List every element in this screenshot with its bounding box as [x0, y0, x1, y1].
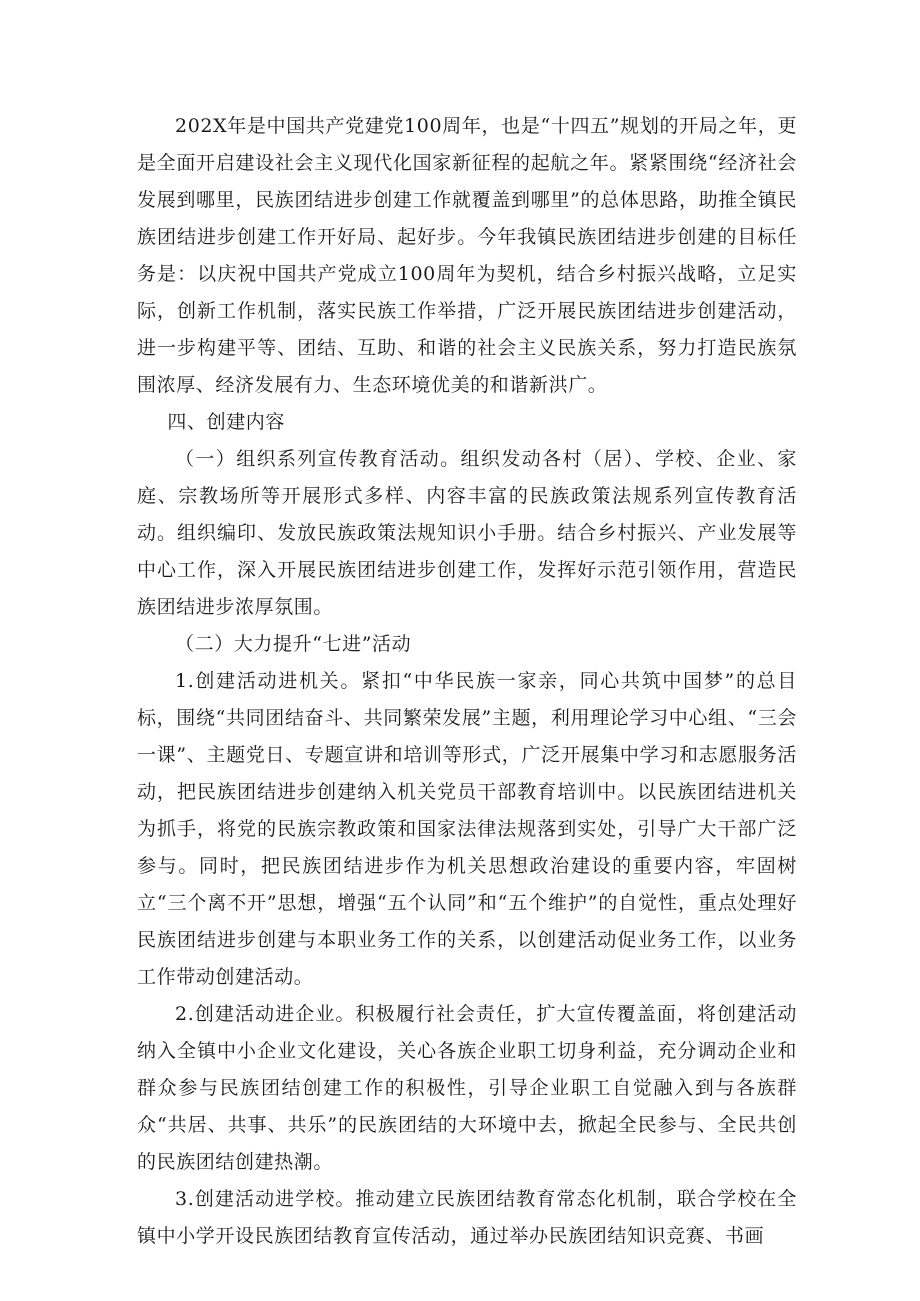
- subsection-2-heading: （二）大力提升“七进”活动: [175, 633, 412, 655]
- section-heading: 四、创建内容: [167, 411, 285, 433]
- subsection-1-paragraph: （一）组织系列宣传教育活动。组织发动各村（居）、学校、企业、家庭、宗教场所等开展形式多样、内容丰富的民族政策法规系列宣传教育活动。组织编印、发放民族政策法规知识小手册。结合乡村振兴、产业发展等中心工作，深入开展民族团结进步创建工作，发挥好示范引领作用，营造民族团结进步浓厚氛围。: [137, 448, 797, 618]
- intro-paragraph: 202X年是中国共产党建党100周年，也是“十四五”规划的开局之年，更是全面开启建设社会主义现代化国家新征程的起航之年。紧紧围绕“经济社会发展到哪里，民族团结进步创建工作就覆盖到哪里”的总体思路，助推全镇民族团结进步创建工作开好局、起好步。今年我镇民族团结进步创建的目标任务是：以庆祝中国共产党成立100周年为契机，结合乡村振兴战略，立足实际，创新工作机制，落实民族工作举措，广泛开展民族团结进步创建活动，进一步构建平等、团结、互助、和谐的社会主义民族关系，努力打造民族氛围浓厚、经济发展有力、生态环境优美的和谐新洪广。: [137, 115, 797, 396]
- item-3-paragraph: 3.创建活动进学校。推动建立民族团结教育常态化机制，联合学校在全镇中小学开设民族团结教育宣传活动，通过举办民族团结知识竞赛、书画: [137, 1188, 797, 1247]
- document-body: [137, 108, 797, 1255]
- item-1-paragraph: 1.创建活动进机关。紧扣“中华民族一家亲，同心共筑中国梦”的总目标，围绕“共同团结奋斗、共同繁荣发展”主题，利用理论学习中心组、“三会一课”、主题党日、专题宣讲和培训等形式，广泛开展集中学习和志愿服务活动，把民族团结进步创建纳入机关党员干部教育培训中。以民族团结进机关为抓手，将党的民族宗教政策和国家法律法规落到实处，引导广大干部广泛参与。同时，把民族团结进步作为机关思想政治建设的重要内容，牢固树立“三个离不开”思想，增强“五个认同”和“五个维护”的自觉性，重点处理好民族团结进步创建与本职业务工作的关系，以创建活动促业务工作，以业务工作带动创建活动。: [137, 670, 797, 988]
- item-2-paragraph: 2.创建活动进企业。积极履行社会责任，扩大宣传覆盖面，将创建活动纳入全镇中小企业文化建设，关心各族企业职工切身利益，充分调动企业和群众参与民族团结创建工作的积极性，引导企业职工自觉融入到与各族群众“共居、共事、共乐”的民族团结的大环境中去，掀起全民参与、全民共创的民族团结创建热潮。: [137, 1003, 797, 1173]
